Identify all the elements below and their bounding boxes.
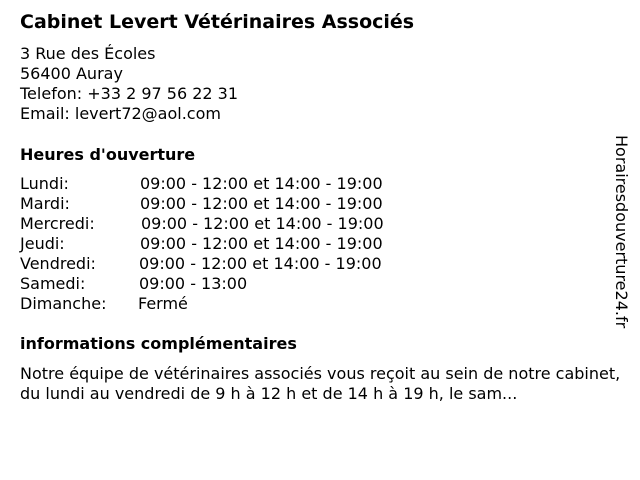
hours-day: Dimanche:	[20, 294, 107, 313]
business-name: Cabinet Levert Vétérinaires Associés	[20, 11, 415, 33]
hours-time: 09:00 - 12:00 et 14:00 - 19:00	[140, 234, 383, 253]
hours-time: 09:00 - 13:00	[139, 274, 248, 293]
hours-day: Lundi:	[20, 174, 69, 193]
hours-day: Mardi:	[20, 194, 70, 213]
info-description: Notre équipe de vétérinaires associés vous reçoit au sein de notre cabinet, du lundi au vendredi de 9 h à 12 h et de 14 h à 19 h, le sam...	[20, 364, 621, 403]
hours-day: Samedi:	[20, 274, 86, 293]
site-watermark: Horairesdouverture24.fr	[612, 135, 631, 329]
hours-time: 09:00 - 12:00 et 14:00 - 19:00	[140, 174, 383, 193]
hours-time: 09:00 - 12:00 et 14:00 - 19:00	[140, 194, 383, 213]
phone-number: Telefon: +33 2 97 56 22 31	[20, 84, 239, 103]
address-street: 3 Rue des Écoles	[20, 44, 156, 63]
info-heading: informations complémentaires	[20, 334, 297, 353]
hours-day: Jeudi:	[20, 234, 65, 253]
address-city: 56400 Auray	[20, 64, 123, 83]
hours-day: Vendredi:	[20, 254, 96, 273]
hours-heading: Heures d'ouverture	[20, 145, 196, 164]
email-address: Email: levert72@aol.com	[20, 104, 221, 123]
hours-time: 09:00 - 12:00 et 14:00 - 19:00	[141, 214, 384, 233]
hours-day: Mercredi:	[20, 214, 95, 233]
contact-block	[20, 44, 238, 124]
hours-time: Fermé	[138, 294, 188, 313]
hours-time: 09:00 - 12:00 et 14:00 - 19:00	[139, 254, 382, 273]
